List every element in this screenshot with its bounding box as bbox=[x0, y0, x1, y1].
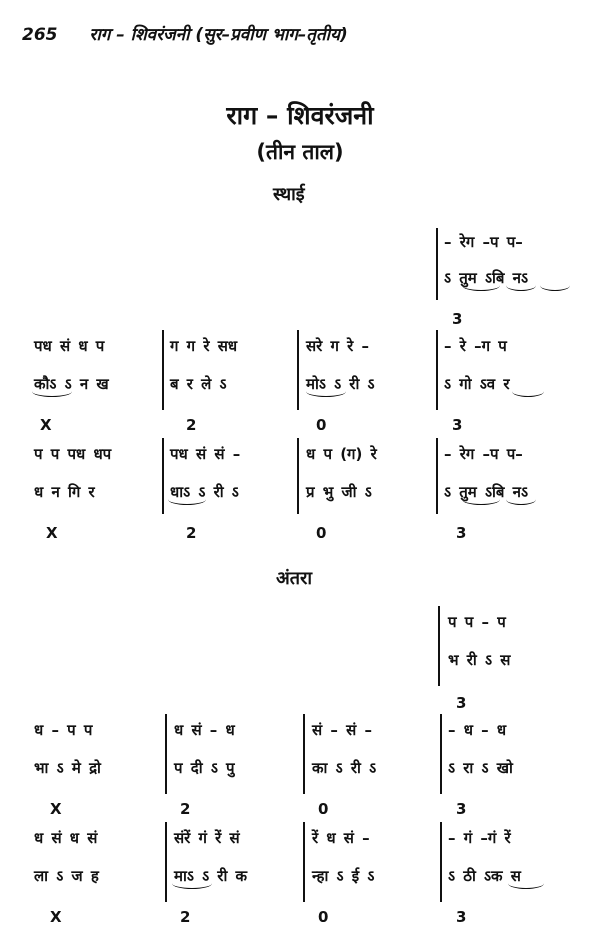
antara-pickup-bol: भ री ऽ स bbox=[448, 651, 511, 669]
divider bbox=[440, 822, 442, 902]
taal-count: 2 bbox=[186, 416, 197, 434]
swar-vibhag: ध सं – ध bbox=[174, 721, 235, 739]
meend-arc bbox=[512, 386, 544, 397]
bol-vibhag: मोऽ ऽ री ऽ bbox=[306, 375, 375, 393]
swar-vibhag: – गं –गं रें bbox=[448, 829, 511, 847]
swar-vibhag: रें ध सं – bbox=[312, 829, 370, 847]
divider bbox=[162, 438, 164, 514]
divider bbox=[438, 606, 440, 686]
divider bbox=[436, 228, 438, 300]
swar-vibhag: प प पध धप bbox=[34, 445, 112, 463]
bol-vibhag: न्हा ऽ ई ऽ bbox=[312, 867, 375, 885]
meend-arc bbox=[462, 494, 500, 505]
swar-vibhag: ग ग रे सध bbox=[170, 337, 238, 355]
taal-count: X bbox=[46, 524, 58, 542]
taal-count: 2 bbox=[180, 800, 191, 818]
meend-arc bbox=[32, 386, 72, 397]
bol-vibhag: प दी ऽ पु bbox=[174, 759, 235, 777]
bol-vibhag: ऽ गो ऽव र bbox=[444, 375, 510, 393]
running-title: राग – शिवरंजनी (सुर–प्रवीण भाग–तृतीय) bbox=[89, 25, 348, 45]
antara-pickup-swar: प प – प bbox=[448, 613, 506, 631]
taal-count: 0 bbox=[316, 524, 327, 542]
bol-vibhag: ऽ ठी ऽक स bbox=[448, 867, 521, 885]
swar-vibhag: – ध – ध bbox=[448, 721, 507, 739]
bol-vibhag: ला ऽ ज ह bbox=[34, 867, 99, 885]
taal-count: X bbox=[50, 800, 62, 818]
divider bbox=[297, 330, 299, 410]
meend-arc bbox=[508, 878, 544, 889]
taal-count: 2 bbox=[186, 524, 197, 542]
taal-count: 0 bbox=[318, 908, 329, 926]
bol-vibhag: धाऽ ऽ री ऽ bbox=[170, 483, 239, 501]
taal-count: 0 bbox=[318, 800, 329, 818]
divider bbox=[440, 714, 442, 794]
bol-vibhag: ऽ तुम ऽबि नऽ bbox=[444, 483, 528, 501]
taal-count: 3 bbox=[456, 524, 467, 542]
running-header bbox=[22, 22, 348, 45]
swar-vibhag: ध सं ध सं bbox=[34, 829, 98, 847]
swar-vibhag: – रे –ग प bbox=[444, 337, 507, 355]
swar-vibhag: सं – सं – bbox=[312, 721, 372, 739]
bol-vibhag: ब र ले ऽ bbox=[170, 375, 227, 393]
divider bbox=[165, 822, 167, 902]
swar-vibhag: संरें गं रें सं bbox=[174, 829, 240, 847]
bol-vibhag: ऽ रा ऽ खो bbox=[448, 759, 513, 777]
taal-subtitle: (तीन ताल) bbox=[256, 140, 344, 164]
taal-count: X bbox=[40, 416, 52, 434]
swar-vibhag: ध – प प bbox=[34, 721, 93, 739]
bol-vibhag: माऽ ऽ री क bbox=[174, 867, 248, 885]
sthai-pickup-swar: – रेग –प प– bbox=[444, 233, 523, 251]
swar-vibhag: – रेग –प प– bbox=[444, 445, 523, 463]
divider bbox=[165, 714, 167, 794]
bol-vibhag: का ऽ री ऽ bbox=[312, 759, 377, 777]
antara-heading: अंतरा bbox=[276, 568, 313, 589]
meend-arc bbox=[462, 280, 500, 291]
meend-arc bbox=[306, 386, 346, 397]
divider bbox=[297, 438, 299, 514]
taal-count: 3 bbox=[456, 908, 467, 926]
meend-arc bbox=[168, 494, 206, 505]
divider bbox=[436, 330, 438, 410]
page-number: 265 bbox=[22, 25, 58, 45]
meend-arc bbox=[540, 280, 570, 291]
sthai-pickup-bol: ऽ तुम ऽबि नऽ bbox=[444, 269, 528, 287]
page-title: राग – शिवरंजनी bbox=[226, 101, 374, 130]
swar-vibhag: पध सं ध प bbox=[34, 337, 105, 355]
meend-arc bbox=[506, 494, 536, 505]
divider bbox=[303, 714, 305, 794]
bol-vibhag: प्र भु जी ऽ bbox=[306, 483, 372, 501]
bol-vibhag: भा ऽ मे द्रो bbox=[34, 759, 101, 777]
taal-count: 2 bbox=[180, 908, 191, 926]
taal-count: 3 bbox=[452, 416, 463, 434]
taal-count: 3 bbox=[456, 800, 467, 818]
divider bbox=[162, 330, 164, 410]
meend-arc bbox=[506, 280, 536, 291]
swar-vibhag: सरे ग रे – bbox=[306, 337, 370, 355]
taal-count: 3 bbox=[452, 310, 463, 328]
taal-count: 0 bbox=[316, 416, 327, 434]
bol-vibhag: कौऽ ऽ न ख bbox=[34, 375, 109, 393]
swar-vibhag: ध प (ग) रे bbox=[306, 445, 377, 463]
bol-vibhag: ध न गि र bbox=[34, 483, 95, 501]
meend-arc bbox=[172, 878, 212, 889]
divider bbox=[303, 822, 305, 902]
swar-vibhag: पध सं सं – bbox=[170, 445, 241, 463]
taal-count: X bbox=[50, 908, 62, 926]
taal-count: 3 bbox=[456, 694, 467, 712]
divider bbox=[436, 438, 438, 514]
sthai-heading: स्थाई bbox=[273, 184, 305, 205]
